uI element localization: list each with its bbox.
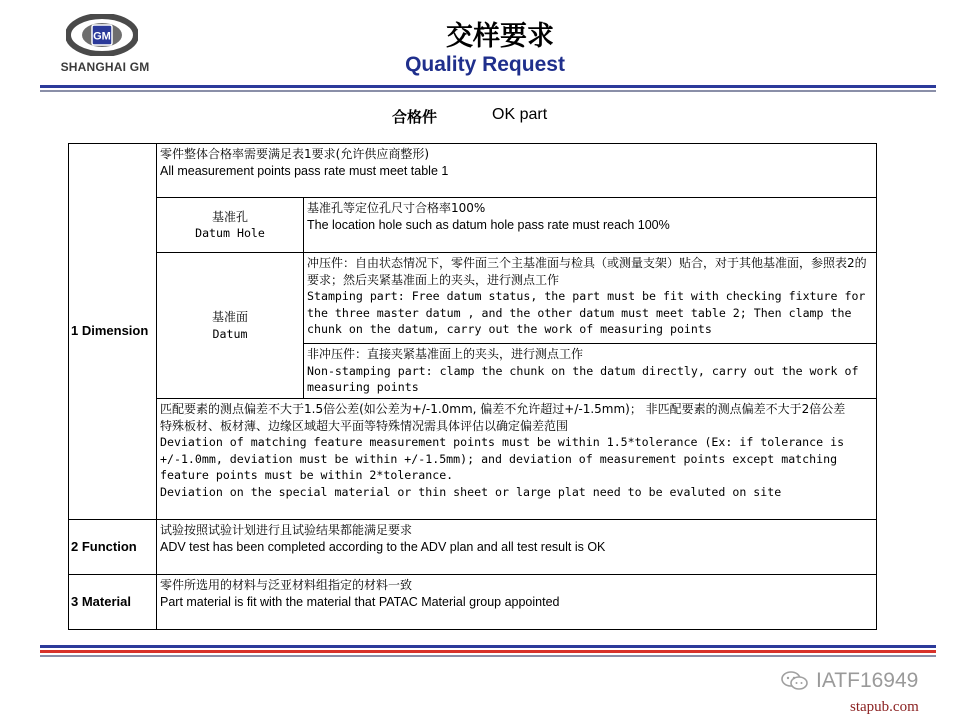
stamping-cn: 冲压件：自由状态情况下，零件面三个主基准面与检具（或测量支架）贴合，对于其他基准面，参照表2的要求；然后夹紧基准面上的夹头，进行测点工作 xyxy=(307,256,867,287)
deviation-cn-1: 匹配要素的测点偏差不大于1.5倍公差(如公差为+/-1.0mm, 偏差不允许超过+/-1.5mm)； 非匹配要素的测点偏差不大于2倍公差 xyxy=(160,402,846,416)
gm-emblem-icon xyxy=(66,14,138,56)
deviation-cell xyxy=(157,399,877,520)
table-row xyxy=(69,144,877,198)
datum-hole-cn: 基准孔等定位孔尺寸合格率100% xyxy=(307,201,486,215)
deviation-en-1: Deviation of matching feature measurement points must be within 1.5*tolerance (Ex: if tolerance is +/-1.0mm, deviation must be within +/-1.5mm); and deviation of measurement points except matching feature points must be within 2*tolerance. xyxy=(160,435,845,482)
subtitle-cn: 合格件 xyxy=(392,108,438,126)
page-title-cn: 交样要求 xyxy=(446,21,554,52)
datum-label-en: Datum xyxy=(212,326,248,341)
footer-rule-blue xyxy=(40,645,936,648)
site-url: stapub.com xyxy=(850,699,919,715)
stamping-en: Stamping part: Free datum status, the part must be fit with checking fixture for the three master datum , and the other datum must meet table 2; Then clamp the chunk on the datum, carry out the work of measuring points xyxy=(307,289,866,336)
material-en: Part material is fit with the material that PATAC Material group appointed xyxy=(160,594,560,609)
subtitle-en: OK part xyxy=(492,106,548,123)
deviation-en-2: Deviation on the special material or thin sheet or large plat need to be evaluted on site xyxy=(160,484,782,499)
datum-requirements-cell xyxy=(304,253,877,399)
logo-text: SHANGHAI GM xyxy=(60,60,150,74)
table-row xyxy=(69,520,877,575)
category-material: 3 Material xyxy=(69,575,157,630)
datum-label-cell xyxy=(157,253,304,399)
material-cn: 零件所选用的材料与泛亚材料组指定的材料一致 xyxy=(160,578,413,592)
footer-rule-red xyxy=(40,650,936,653)
datum-hole-label-cn: 基准孔 xyxy=(211,209,248,224)
page-title-en: Quality Request xyxy=(405,53,565,76)
datum-hole-label-cell xyxy=(157,198,304,253)
datum-hole-label-en: Datum Hole xyxy=(195,226,265,240)
non-stamping-requirement xyxy=(304,344,876,398)
shanghai-gm-logo xyxy=(40,14,170,78)
datum-hole-requirement-cell xyxy=(304,198,877,253)
table-row xyxy=(69,399,877,520)
dimension-overall-cell xyxy=(157,144,877,198)
watermark xyxy=(780,668,918,694)
material-cell xyxy=(157,575,877,630)
table-row xyxy=(69,575,877,630)
datum-label-cn: 基准面 xyxy=(211,310,248,324)
non-stamping-cn: 非冲压件：直接夹紧基准面上的夹头，进行测点工作 xyxy=(307,347,584,361)
function-cell xyxy=(157,520,877,575)
function-cn: 试验按照试验计划进行且试验结果都能满足要求 xyxy=(160,523,413,537)
table-row xyxy=(69,198,877,253)
category-dimension: 1 Dimension xyxy=(69,144,157,520)
quality-request-table xyxy=(68,143,877,630)
dimension-overall-en: All measurement points pass rate must meet table 1 xyxy=(160,163,449,178)
dimension-overall-cn: 零件整体合格率需要满足表1要求(允许供应商整形) xyxy=(160,147,429,161)
footer-rule-gray xyxy=(40,655,936,657)
header-rule-blue xyxy=(40,85,936,88)
watermark-text: IATF16949 xyxy=(816,669,919,692)
gm-badge-text: GM xyxy=(93,30,111,43)
non-stamping-en: Non-stamping part: clamp the chunk on the datum directly, carry out the work of measuring points xyxy=(307,363,859,394)
function-en: ADV test has been completed according to the ADV plan and all test result is OK xyxy=(160,539,606,554)
header-rule-gray xyxy=(40,90,936,92)
stamping-requirement xyxy=(304,253,876,344)
wechat-icon xyxy=(780,670,810,692)
table-row xyxy=(69,253,877,399)
datum-hole-en: The location hole such as datum hole pass rate must reach 100% xyxy=(307,217,670,232)
deviation-cn-2: 特殊板材、板材薄、边缘区域超大平面等特殊情况需具体评估以确定偏差范围 xyxy=(160,418,569,433)
category-function: 2 Function xyxy=(69,520,157,575)
